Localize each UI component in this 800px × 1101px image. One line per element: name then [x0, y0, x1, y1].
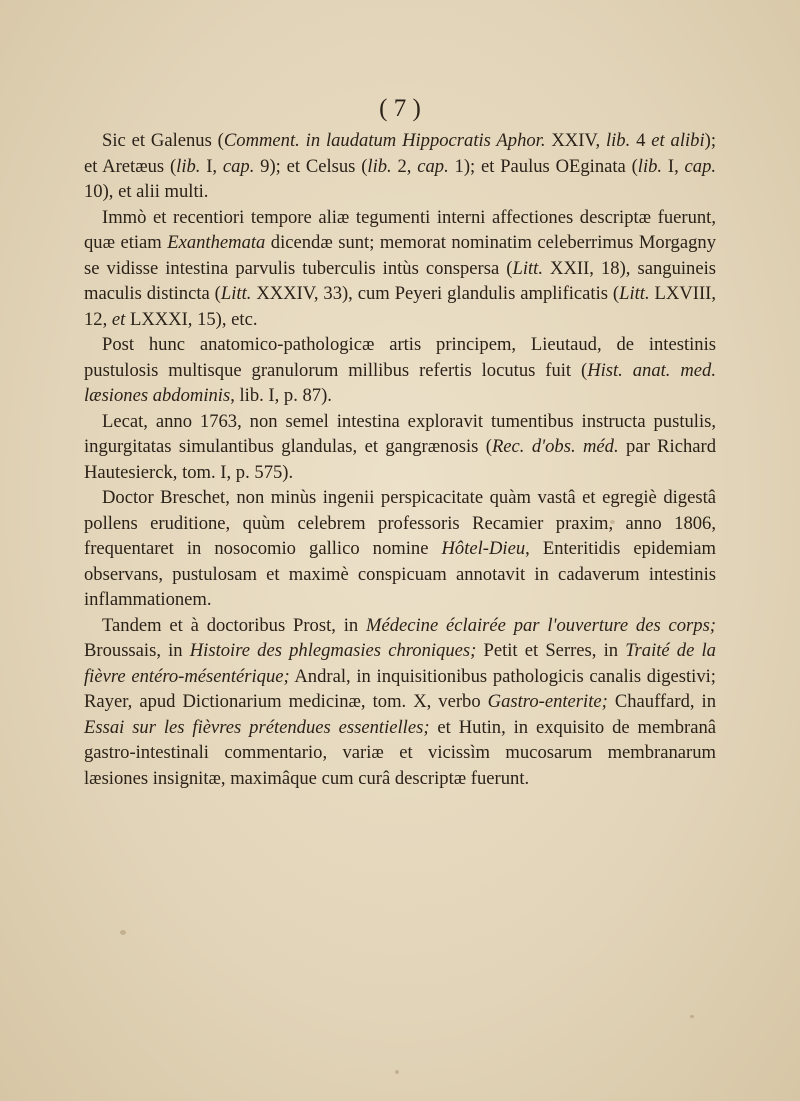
- paragraph: [84, 613, 716, 792]
- text-run: Post hunc anatomico-pathologicæ artis principem, Lieutaud, de intestinis pustulosis multisque granulorum millibus refertis locutus fuit (: [84, 334, 716, 381]
- text-run: I,: [200, 155, 223, 177]
- text-run: , lib. I, p. 87).: [230, 385, 332, 406]
- italic-text: Gastro-enterite;: [487, 691, 608, 712]
- text-run: XXIV,: [545, 130, 606, 151]
- italic-text: Rec. d'obs. méd.: [491, 436, 619, 457]
- text-run: Doctor Breschet, non minùs ingenii perspicacitate quàm vastâ et egregiè digestâ pollens eruditione, quùm celebrem professoris Recamier praxim, anno 1806, frequentaret in nosocomio gallico nomine: [84, 487, 716, 559]
- text-run: dicendæ sunt; memorat nominatim celeberrimus Morgagny se vidisse intestina parvulis tuberculis intùs conspersa (: [84, 232, 716, 279]
- italic-text: lib.: [605, 130, 631, 151]
- text-run: Sic et Galenus (: [102, 130, 224, 151]
- italic-text: Litt.: [619, 283, 650, 304]
- italic-text: Essai sur les fièvres prétendues essentielles;: [84, 716, 430, 738]
- italic-text: Médecine éclairée par l'ouverture des corps;: [365, 614, 716, 636]
- text-run: 1); et Paulus OEginata (: [448, 155, 638, 177]
- body-text: [84, 128, 716, 791]
- italic-text: Litt.: [512, 257, 543, 279]
- italic-text: cap.: [684, 155, 717, 177]
- text-run: Lecat, anno 1763, non semel intestina exploravit tumentibus instructa pustulis, ingurgitatas simulantibus glandulas, et gangrænosis (: [84, 410, 716, 457]
- text-run: , Enteritidis epidemiam observans, pustulosam et maximè conspicuam annotavit in cadaverum intestinis inflammationem.: [84, 538, 716, 610]
- italic-text: lib.: [637, 155, 663, 177]
- page-number: ( 7 ): [379, 95, 421, 122]
- text-run: I,: [662, 155, 685, 177]
- text-run: par Richard Hautesierck, tom. I, p. 575).: [84, 436, 717, 483]
- text-run: Tandem et à doctoribus Prost, in: [102, 614, 366, 636]
- text-run: et Hutin, in exquisito de membranâ gastro-intestinali commentario, variæ et vicissìm mucosarum membranarum læsiones insignitæ, maximâque cum curâ descriptæ fuerunt.: [84, 716, 716, 789]
- text-run: XXII, 18), sanguineis maculis distincta (: [84, 257, 716, 304]
- text-run: Broussais, in: [84, 640, 190, 661]
- text-run: LXVIII, 12,: [84, 283, 716, 330]
- italic-text: cap.: [222, 155, 255, 177]
- italic-text: Histoire des phlegmasies chroniques;: [189, 640, 477, 661]
- paragraph: [84, 128, 716, 205]
- paragraph: [84, 332, 716, 409]
- italic-text: Hist. anat. med. læsiones abdominis: [84, 359, 716, 406]
- italic-text: Comment. in laudatum Hippocratis Aphor.: [223, 130, 546, 151]
- italic-text: cap.: [417, 155, 449, 177]
- text-run: 2,: [391, 155, 418, 177]
- italic-text: Traité de la fièvre entéro-mésentérique;: [84, 640, 716, 687]
- paragraph: [84, 409, 716, 486]
- text-run: 4: [630, 130, 652, 151]
- italic-text: et alibi: [651, 130, 705, 151]
- italic-text: lib.: [176, 155, 201, 177]
- paragraph: [84, 205, 716, 333]
- text-run: XXXIV, 33), cum Peyeri glandulis amplificatis (: [251, 283, 620, 304]
- italic-text: Hôtel-Dieu: [441, 538, 526, 559]
- text-run: Petit et Serres, in: [476, 640, 626, 661]
- italic-text: Exanthemata: [167, 232, 266, 253]
- italic-text: et: [111, 308, 126, 330]
- text-run: 10), et alii multi.: [84, 181, 209, 202]
- italic-text: Litt.: [220, 283, 252, 304]
- paragraph: [84, 485, 716, 613]
- text-run: ); et Aretæus (: [84, 130, 716, 177]
- text-run: LXXXI, 15), etc.: [125, 308, 258, 330]
- text-run: Immò et recentiori tempore aliæ tegumenti interni affectiones descriptæ fuerunt, quæ etiam: [84, 206, 716, 253]
- italic-text: lib.: [367, 155, 392, 177]
- text-run: Andral, in inquisitionibus pathologicis canalis digestivi; Rayer, apud Dictionarium medicinæ, tom. X, verbo: [84, 665, 716, 712]
- text-run: Chauffard, in: [607, 691, 716, 712]
- text-run: 9); et Celsus (: [254, 155, 368, 177]
